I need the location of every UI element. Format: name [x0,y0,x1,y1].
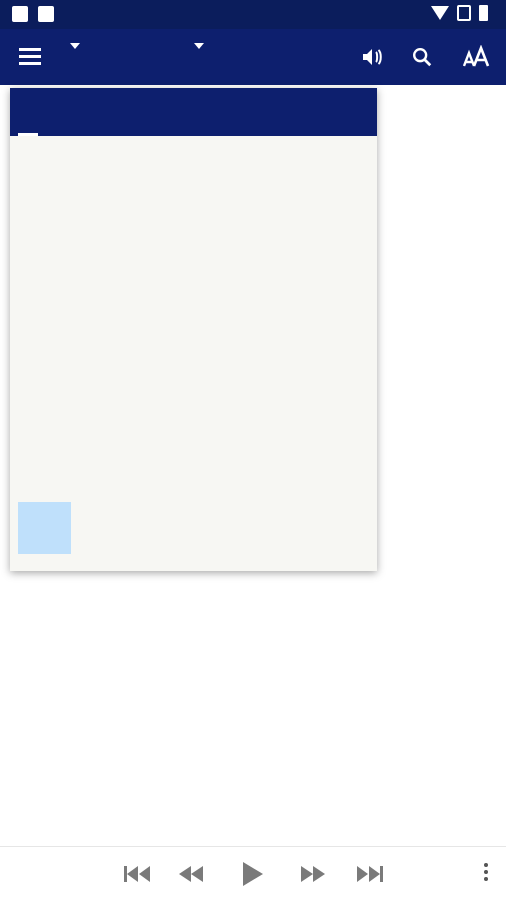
skip-next-button[interactable] [355,861,383,887]
image-notification-icon [38,6,54,22]
battery-icon [479,5,488,21]
speaker-icon [360,45,384,69]
text-size-icon [463,45,491,69]
rewind-button[interactable] [178,861,204,887]
app-bar [0,29,506,85]
play-button[interactable] [242,861,264,887]
chevron-down-icon [70,43,80,49]
book-chapter-popup [10,88,377,571]
fast-forward-button[interactable] [300,861,326,887]
status-bar [0,0,506,29]
skip-previous-button[interactable] [124,861,152,887]
skip-previous-icon [124,865,152,883]
skip-next-icon [355,865,383,883]
sim-icon [457,5,471,21]
popup-tabs [10,88,377,136]
chevron-down-icon [194,43,204,49]
fast-forward-icon [300,865,326,883]
search-button[interactable] [406,41,438,73]
audio-button[interactable] [356,41,388,73]
menu-icon[interactable] [19,48,41,66]
rewind-icon [178,865,204,883]
search-icon [411,46,433,68]
wifi-icon [431,6,449,20]
read-button[interactable] [18,502,71,554]
facebook-notification-icon [12,6,28,22]
more-options-icon[interactable] [484,863,488,884]
book-selector[interactable] [62,43,80,49]
audio-controls [0,846,506,901]
play-icon [242,861,264,887]
text-size-button[interactable] [461,41,493,73]
chapter-selector[interactable] [186,43,204,49]
